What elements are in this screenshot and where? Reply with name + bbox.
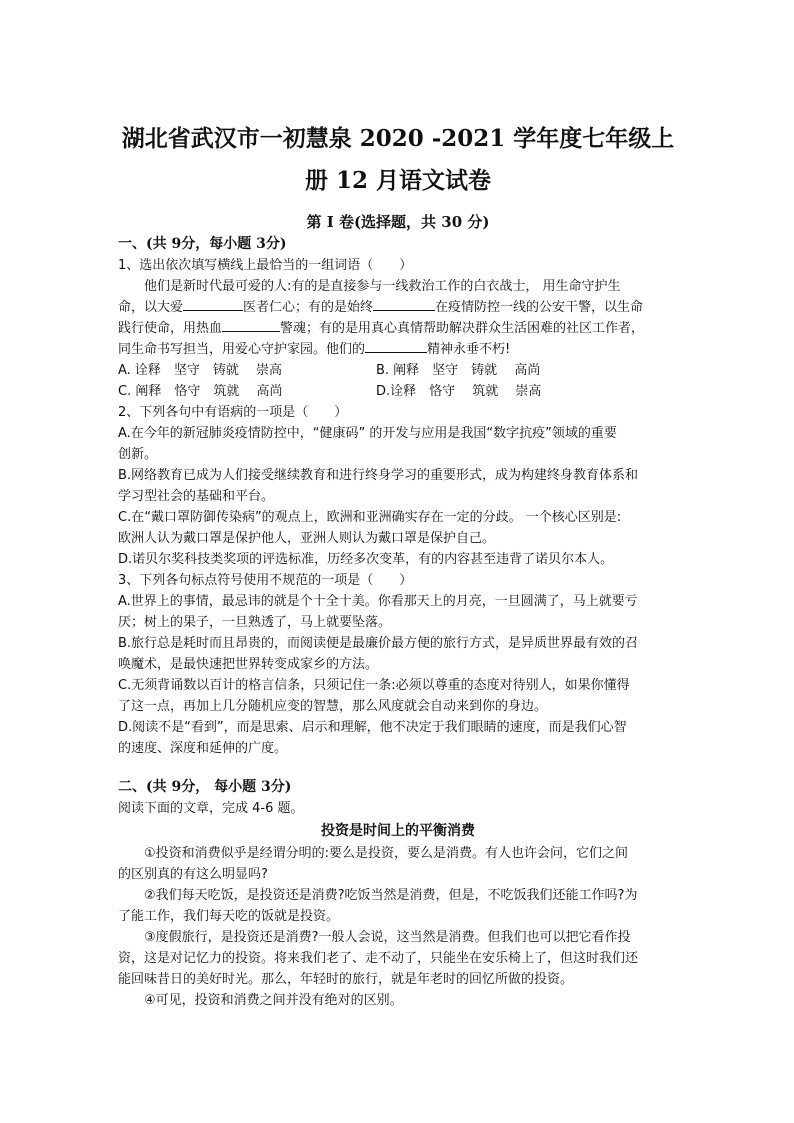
article-p2-line1: ②我们每天吃饭，是投资还是消费?吃饭当然是消费，但是，不吃饭我们还能工作吗?为 (144, 888, 638, 903)
q3-option-d-line1: D.阅读不是“看到”，而是思索、启示和理解，他不决定于我们眼睛的速度，而是我们心智 (118, 720, 627, 735)
fill-blank-1 (183, 298, 243, 311)
q2-option-c-line1: C.在“戴口罩防御传染病”的观点上，欧洲和亚洲确实存在一定的分歧。 一个核心区别是: (118, 510, 622, 525)
q2-option-a-line1: A.在今年的新冠肺炎疫情防控中，“健康码” 的开发与应用是我国“数字抗疫”领域的重要 (118, 426, 617, 441)
article-p2-line2: 了能工作，我们每天吃的饭就是投资。 (118, 909, 340, 924)
exam-title-line1: 湖北省武汉市一初慧泉 2020 -2021 学年度七年级上 (121, 125, 675, 152)
q2-option-c-line2: 欧洲人认为戴口罩是保护他人，亚洲人则认为戴口罩是保护自己。 (118, 531, 496, 546)
q1-p2c: 在疫情防控一线的公安干警，以生命 (435, 300, 644, 315)
q1-option-b: B. 阐释 坚守 铸就 高尚 (376, 363, 541, 378)
q3-option-a-line2: 厌；树上的果子，一旦熟透了，马上就要坠落。 (118, 615, 392, 630)
q1-options-row1 (118, 360, 678, 381)
q3-option-b-line1: B.旅行总是耗时而且昂贵的，而阅读便是最廉价最方便的旅行方式，是异质世界最有效的召 (118, 636, 639, 651)
q1-option-d: D.诠释 恪守 筑就 崇高 (376, 384, 542, 399)
q1-stem: 1、选出依次填写横线上最恰当的一组词语（ ） (118, 258, 413, 273)
section1-heading: 第 I 卷(选择题，共 30 分) (306, 213, 490, 231)
q1-passage-line4 (118, 339, 678, 360)
q1-options-row2 (118, 381, 678, 402)
q3-option-c-line2: 了这一点，再加上几分随机应变的智慧，那么风度就会自动来到你的身边。 (118, 699, 548, 714)
q3-option-c-line1: C.无须背诵数以百计的格言信条，只须记住一条:必须以尊重的态度对待别人，如果你懂得 (118, 678, 630, 693)
q1-p3b: 警魂；有的是用真心真情帮助解决群众生活困难的社区工作者， (280, 321, 645, 336)
article-p3-line2: 资，这是对记忆力的投资。将来我们老了、走不动了，只能坐在安乐椅上了，但这时我们还 (118, 951, 639, 966)
q1-p4b: 精神永垂不朽! (427, 342, 511, 357)
q2-option-d-line1: D.诺贝尔奖科技类奖项的评选标准，历经多次变革，有的内容甚至违背了诺贝尔本人。 (118, 552, 614, 567)
fill-blank-4 (365, 340, 427, 353)
q1-passage-line1: 他们是新时代最可爱的人:有的是直接参与一线救治工作的白衣战士， 用生命守护生 (144, 279, 621, 294)
q1-passage-line2 (118, 297, 678, 318)
article-p4-line1: ④可见，投资和消费之间并没有绝对的区别。 (144, 993, 403, 1008)
q1-option-c: C. 阐释 恪守 筑就 高尚 (118, 384, 283, 399)
fill-blank-3 (222, 319, 280, 332)
q1-p2a: 命，以大爱 (118, 300, 184, 315)
q3-option-b-line2: 唤魔术，是最快速把世界转变成家乡的方法。 (118, 657, 379, 672)
q1-p3a: 践行使命，用热血 (118, 321, 223, 336)
q1-option-a: A. 诠释 坚守 铸就 崇高 (118, 363, 283, 378)
article-title: 投资是时间上的平衡消费 (321, 823, 475, 839)
q2-option-b-line1: B.网络教育已成为人们接受继续教育和进行终身学习的重要形式，成为构建终身教育体系和 (118, 468, 639, 483)
q3-stem: 3、下列各句标点符号使用不规范的一项是（ ） (118, 573, 413, 588)
q3-option-a-line1: A.世界上的事情，最忌讳的就是个十全十美。你看那天上的月亮，一旦圆满了，马上就要亏 (118, 594, 638, 609)
part1-heading: 一、(共 9分，每小题 3分) (118, 236, 287, 252)
article-p1-line1: ①投资和消费似乎是经谓分明的:要么是投资，要么是消费。有人也许会问，它们之间 (144, 846, 629, 861)
section-gap (118, 759, 678, 777)
q2-option-a-line2: 创新。 (118, 447, 158, 462)
q1-passage-line3 (118, 318, 678, 339)
part2-intro: 阅读下面的文章，完成 4-6 题。 (118, 801, 304, 816)
article-p1-line2: 的区别真的有这么明显吗? (118, 867, 268, 882)
part2-heading: 二、(共 9分， 每小题 3分) (118, 779, 292, 795)
q1-p2b: 医者仁心；有的是始终 (243, 300, 374, 315)
q2-option-b-line2: 学习型社会的基础和平台。 (118, 489, 275, 504)
fill-blank-2 (373, 298, 435, 311)
q3-option-d-line2: 的速度、深度和延伸的广度。 (118, 741, 288, 756)
exam-page (118, 118, 678, 1011)
article-p3-line3: 能回味昔日的美好时光。那么，年轻时的旅行，就是年老时的回忆所做的投资。 (118, 972, 574, 987)
article-p3-line1: ③度假旅行，是投资还是消费?一般人会说，这当然是消费。但我们也可以把它看作投 (144, 930, 631, 945)
q2-stem: 2、下列各句中有语病的一项是（ ） (118, 405, 348, 420)
q1-p4a: 同生命书写担当，用爱心守护家园。他们的 (118, 342, 366, 357)
exam-title-line2: 册 12 月语文试卷 (304, 167, 492, 194)
